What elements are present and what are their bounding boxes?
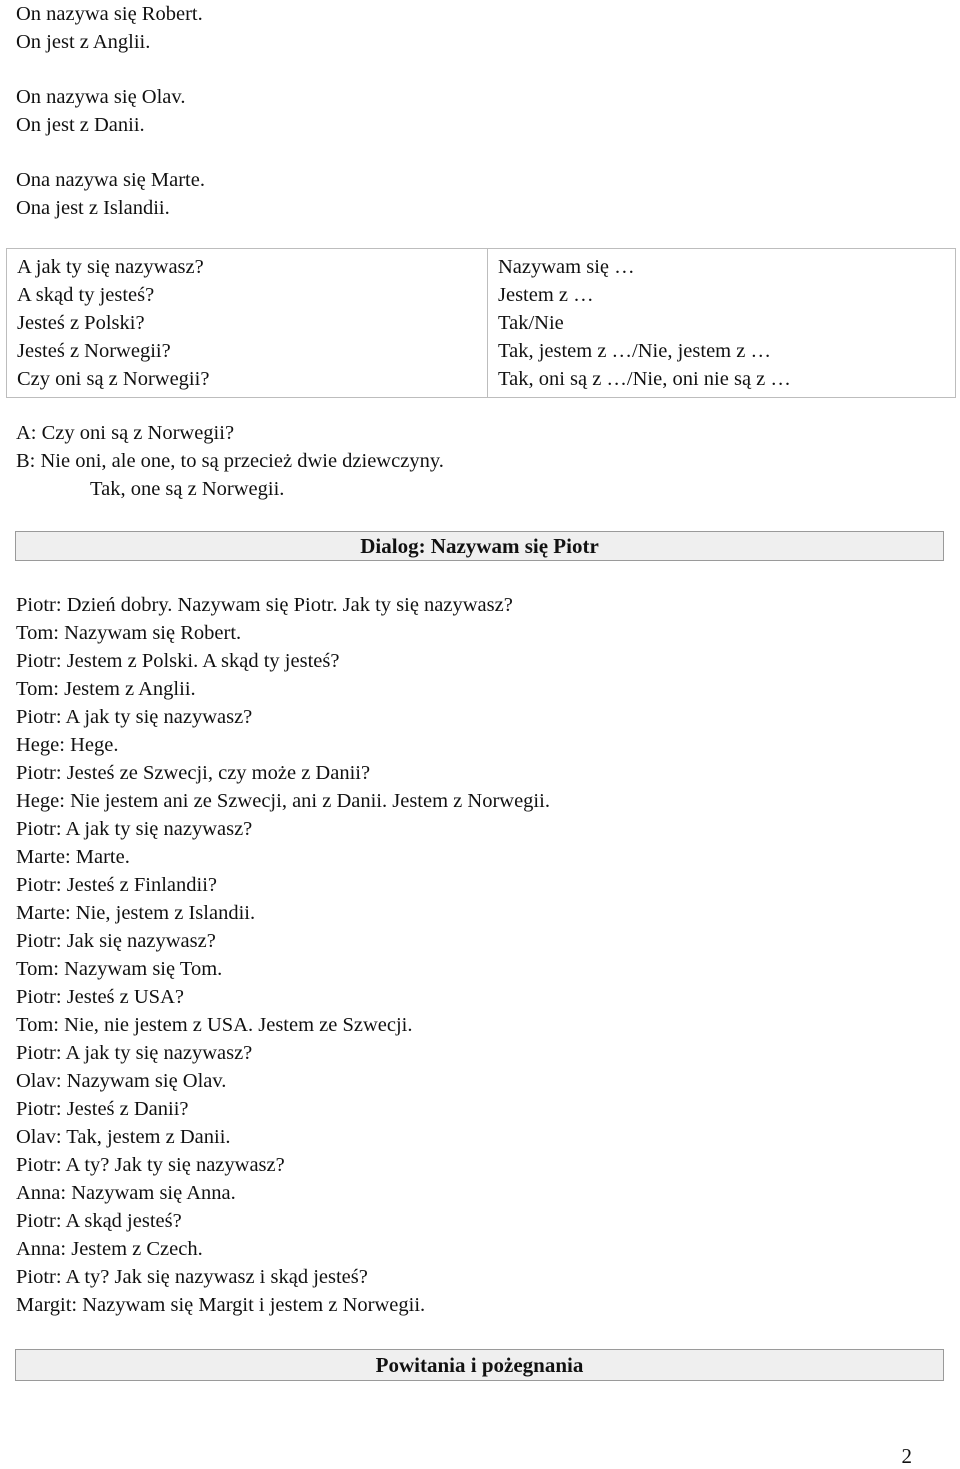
dialog-line: Anna: Jestem z Czech.: [16, 1238, 203, 1260]
exchange-line-b: B: Nie oni, ale one, to są przecież dwie dziewczyny.: [16, 450, 444, 472]
answer-line: Tak, oni są z …/Nie, oni nie są z …: [498, 368, 791, 390]
question-line: Czy oni są z Norwegii?: [17, 368, 210, 390]
question-line: Jesteś z Norwegii?: [17, 340, 171, 362]
example-exchange: [16, 419, 444, 503]
dialog-line: Piotr: Jesteś z USA?: [16, 986, 184, 1008]
question-line: A skąd ty jesteś?: [17, 284, 155, 306]
dialog-line: Piotr: Jestem z Polski. A skąd ty jesteś?: [16, 650, 340, 672]
answer-line: Tak/Nie: [498, 312, 564, 334]
dialog-line: Piotr: A ty? Jak ty się nazywasz?: [16, 1154, 285, 1176]
dialog-line: Piotr: A skąd jesteś?: [16, 1210, 182, 1232]
intro-group-robert: [16, 0, 203, 56]
answer-line: Jestem z …: [498, 284, 594, 306]
dialog-line: Tom: Jestem z Anglii.: [16, 678, 196, 700]
dialog-line: Olav: Tak, jestem z Danii.: [16, 1126, 231, 1148]
intro-line: On nazywa się Robert.: [16, 3, 203, 25]
dialog-line: Marte: Nie, jestem z Islandii.: [16, 902, 256, 924]
intro-line: Ona jest z Islandii.: [16, 197, 170, 219]
dialog-line: Piotr: Dzień dobry. Nazywam się Piotr. Jak ty się nazywasz?: [16, 594, 513, 616]
dialog-line: Anna: Nazywam się Anna.: [16, 1182, 236, 1204]
question-answer-table: [6, 248, 956, 398]
dialog-line: Hege: Hege.: [16, 734, 119, 756]
intro-group-olav: [16, 83, 185, 139]
dialog-line: Margit: Nazywam się Margit i jestem z Norwegii.: [16, 1294, 426, 1316]
answers-cell: [488, 249, 956, 398]
dialog-line: Piotr: A jak ty się nazywasz?: [16, 706, 253, 728]
questions-cell: [7, 249, 488, 398]
dialog-line: Piotr: A ty? Jak się nazywasz i skąd jesteś?: [16, 1266, 368, 1288]
question-line: A jak ty się nazywasz?: [17, 256, 204, 278]
dialog-line: Tom: Nazywam się Robert.: [16, 622, 242, 644]
dialog-line: Tom: Nazywam się Tom.: [16, 958, 223, 980]
intro-line: On nazywa się Olav.: [16, 86, 186, 108]
dialog-line: Piotr: Jesteś z Danii?: [16, 1098, 189, 1120]
answer-line: Nazywam się …: [498, 256, 635, 278]
dialog-line: Piotr: Jesteś ze Szwecji, czy może z Danii?: [16, 762, 371, 784]
dialog-line: Olav: Nazywam się Olav.: [16, 1070, 227, 1092]
dialog-heading: Dialog: Nazywam się Piotr: [15, 531, 944, 561]
intro-line: On jest z Anglii.: [16, 31, 151, 53]
dialog-line: Hege: Nie jestem ani ze Szwecji, ani z Danii. Jestem z Norwegii.: [16, 790, 550, 812]
exchange-line-a: A: Czy oni są z Norwegii?: [16, 422, 235, 444]
dialog-line: Piotr: A jak ty się nazywasz?: [16, 1042, 253, 1064]
intro-line: On jest z Danii.: [16, 114, 145, 136]
exchange-line-b-continued: Tak, one są z Norwegii.: [90, 478, 285, 500]
dialog-body: [16, 591, 550, 1319]
intro-line: Ona nazywa się Marte.: [16, 169, 205, 191]
answer-line: Tak, jestem z …/Nie, jestem z …: [498, 340, 771, 362]
question-line: Jesteś z Polski?: [17, 312, 145, 334]
dialog-line: Tom: Nie, nie jestem z USA. Jestem ze Szwecji.: [16, 1014, 413, 1036]
page-number: 2: [901, 1444, 912, 1468]
dialog-line: Piotr: Jesteś z Finlandii?: [16, 874, 217, 896]
dialog-line: Piotr: A jak ty się nazywasz?: [16, 818, 253, 840]
section-heading-greetings: Powitania i pożegnania: [15, 1349, 944, 1381]
dialog-line: Piotr: Jak się nazywasz?: [16, 930, 216, 952]
dialog-line: Marte: Marte.: [16, 846, 130, 868]
intro-group-marte: [16, 166, 205, 222]
